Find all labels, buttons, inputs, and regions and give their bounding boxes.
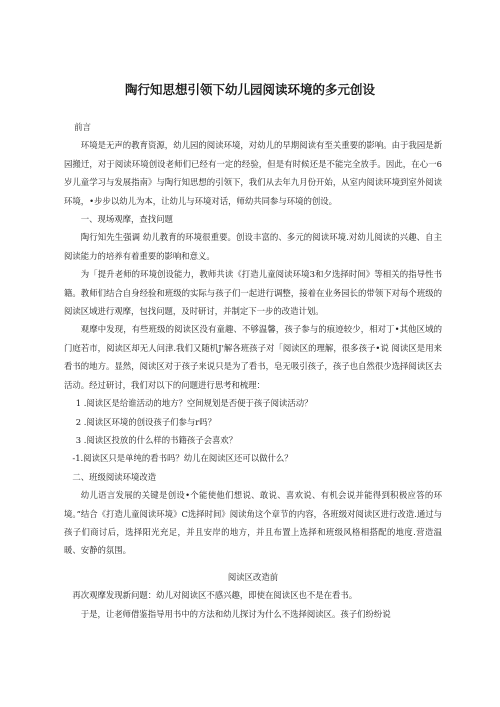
question-2: 2 .阅读区环境的创设孩子们参与r吗？ [75,416,217,427]
document-title: 陶行知思想引领下幼儿园阅读环境的多元创设 [124,82,375,97]
paragraph-4: 观摩中发现，有些班级的阅读区没有童趣、不够温馨，孩子参与的痕迹较少，相对丁•其他区域的门庭若市，阅读区却无人问津.我们又随机J'解各班孩子对「阅读区的理解，很多孩子•说 阅读区是用来看书的地方。显然，阅读区对于孩子来说只是为了看书，皂无吸引孩子，孩子也自然很少选择阅读区去活动。经过研讨，我们对以下的问题进行思考和梳理： [64,324,442,390]
preface-heading: 前言 [74,122,91,132]
question-3: 3 .阅读区投放的什么样的书籍孩子会喜欢？ [75,434,238,445]
section-heading-1: 一、现场观摩，查找问题 [80,214,173,225]
section-heading-2: 二、班级阅读环境改造 [72,471,157,482]
paragraph-3: 为「提升老师的环境创设能力，教师共读《打造儿童阅读环境3和夕选择时间》等相关的指导性书籍。教师们结合自身经验和班级的实际与孩子们一起进行调整，接着在业务园长的带领下对每个班级的阅读区域进行观摩，包找问题，及时研讨，并制定下一步的改造计划。 [64,269,442,317]
paragraph-7: 于是，让老师借鉴指导用书中的方法和幼儿探讨为什么不选择阅读区。孩子们纷纷说 [80,608,391,619]
center-heading: 阅读区改造前 [227,571,279,582]
paragraph-2: 陶行知先生强调 幼儿教育的环境很重要。创设丰富的、多元的阅读环境.对幼儿阅读的兴趣、自主阅读能力的培养有着重要的影响和意义。 [64,232,442,261]
question-4: -1.阅读区只是单纯的看书吗？幼儿在阅读区还可以做什么？ [72,453,293,464]
paragraph-6: 再次观摩发现新问题：幼儿对阅读区不感兴趣，即使在阅读区也不是在看书。 [72,590,358,601]
paragraph-5: 幼儿语言发展的关键是创设•个能使他们想说、敢说、喜欢说、有机会说并能得到积极应答的环境。”结合《打造儿童阅读环境》C选择时间》阅读角这个章节的内容，各班级对阅读区进行改造.通过与孩子们商讨后，选择阳光充足，并且安岸的地方，并且布置上选择和班级风格相搭配的地度.营造温暖、安静的氛围。 [64,490,442,556]
paragraph-1: 环境是无声的教育资源，幼儿园的阅读环境，对幼儿的早期阅读有至关重要的影响。由于我园是新园搬迁，对于阅读环境创设老师们已经有一定的经验，但是有时候还是不能完全放手。因此，在心一6岁儿童学习与发展指南》与陶行知思想的引领下，我们从去年九月份开始，从室内阅读环境到室外阅读环境，•步步以幼儿为本，让幼儿与环境对话，师幼共同参与环境的创设。 [64,140,442,206]
document-body [64,118,442,623]
question-1: 1 .阅读区是给谁活动的地方？空间规划是否便于孩子阅读活动？ [75,398,313,409]
